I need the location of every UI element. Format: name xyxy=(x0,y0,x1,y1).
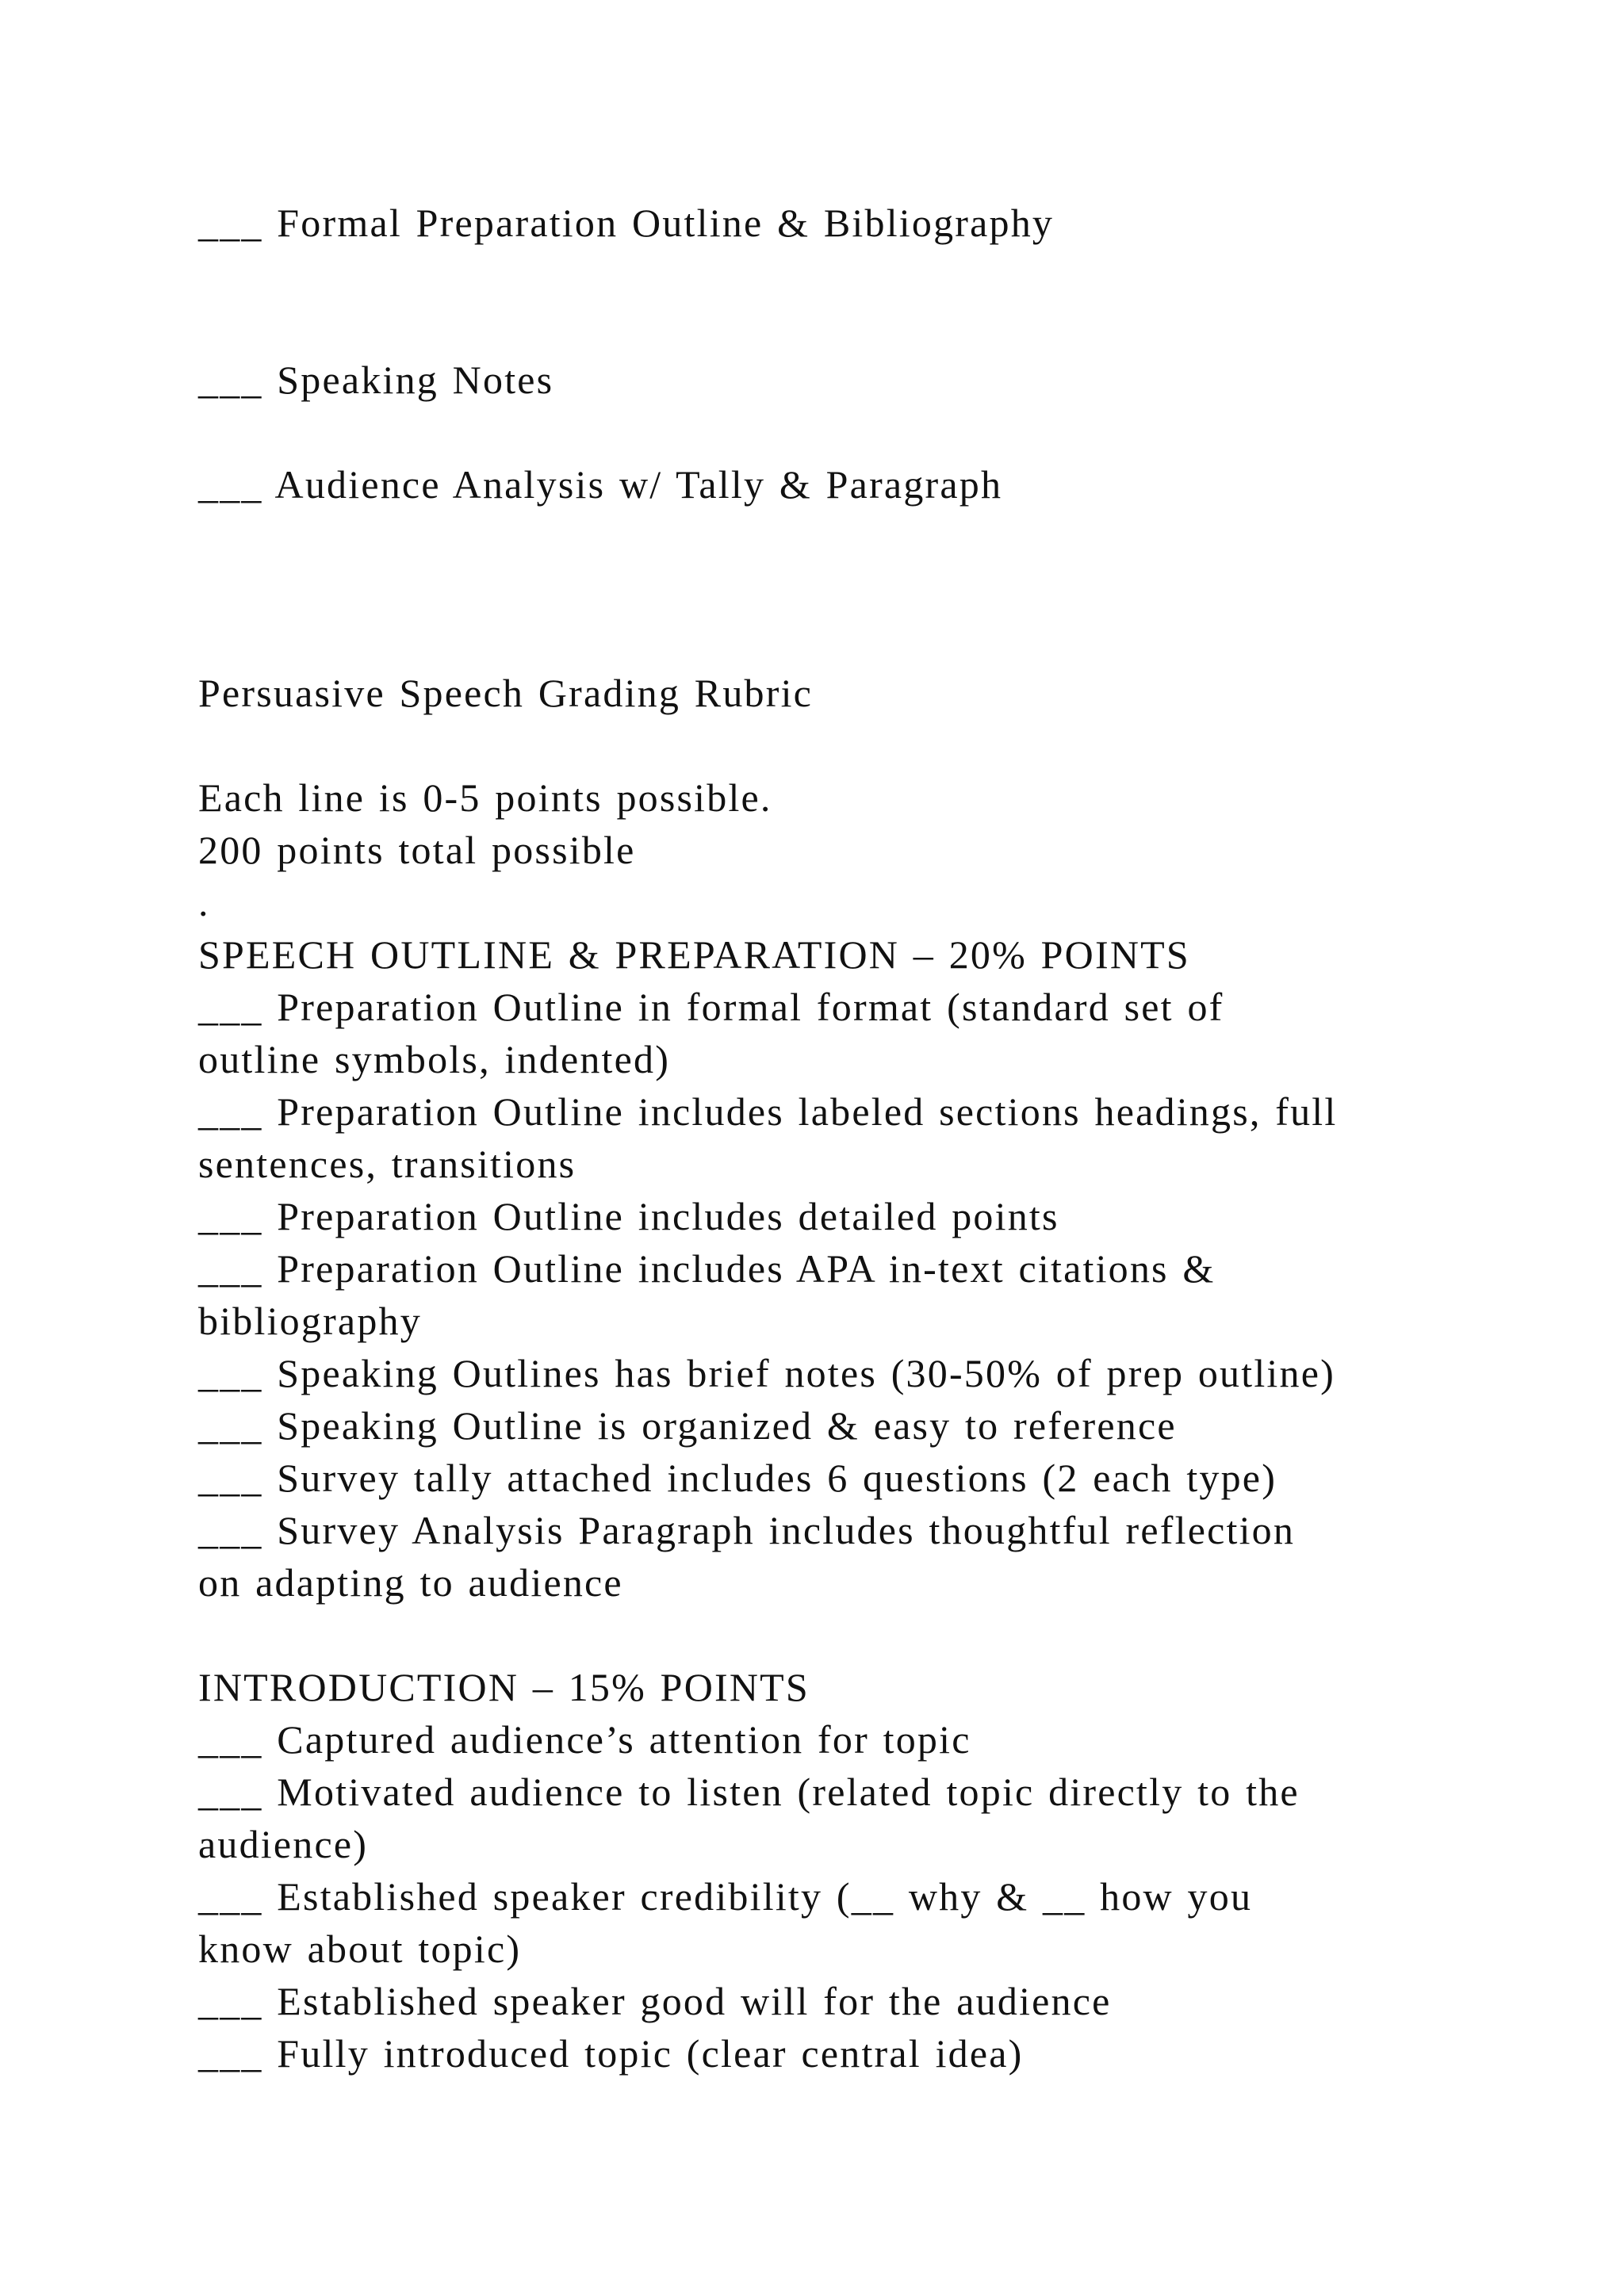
outline-line: ___ Preparation Outline in formal format (standard set of xyxy=(198,985,1224,1029)
outline-line: ___ Survey Analysis Paragraph includes thoughtful reflection xyxy=(198,1508,1296,1552)
stray-dot: . xyxy=(198,880,210,924)
intro-line: ___ Captured audience’s attention for topic xyxy=(198,1717,971,1762)
outline-line: ___ Preparation Outline includes detailed points xyxy=(198,1194,1059,1238)
intro-line: know about topic) xyxy=(198,1927,522,1971)
outline-line: ___ Survey tally attached includes 6 questions (2 each type) xyxy=(198,1456,1277,1500)
intro-line: ___ Established speaker good will for the audience xyxy=(198,1979,1112,2023)
outline-line: ___ Speaking Outline is organized & easy to reference xyxy=(198,1403,1177,1448)
outline-line: ___ Preparation Outline includes labeled sections headings, full xyxy=(198,1089,1338,1134)
outline-section-heading: SPEECH OUTLINE & PREPARATION – 20% POINTS xyxy=(198,932,1190,977)
points-each-line: Each line is 0-5 points possible. xyxy=(198,775,772,820)
outline-line: sentences, transitions xyxy=(198,1142,576,1186)
outline-line: outline symbols, indented) xyxy=(198,1037,671,1081)
outline-line: on adapting to audience xyxy=(198,1560,623,1605)
checklist-item-notes: ___ Speaking Notes xyxy=(198,358,554,402)
rubric-title: Persuasive Speech Grading Rubric xyxy=(198,671,814,715)
outline-line: ___ Preparation Outline includes APA in-text citations & xyxy=(198,1246,1216,1291)
intro-line: ___ Established speaker credibility (__ why & __ how you xyxy=(198,1874,1253,1919)
checklist-item-outline: ___ Formal Preparation Outline & Bibliography xyxy=(198,201,1055,245)
outline-line: ___ Speaking Outlines has brief notes (30-50% of prep outline) xyxy=(198,1351,1335,1395)
intro-line: audience) xyxy=(198,1822,369,1866)
intro-line: ___ Motivated audience to listen (related topic directly to the xyxy=(198,1770,1300,1814)
outline-line: bibliography xyxy=(198,1299,422,1343)
points-total: 200 points total possible xyxy=(198,828,636,872)
checklist-item-audience: ___ Audience Analysis w/ Tally & Paragraph xyxy=(198,462,1003,507)
intro-section-heading: INTRODUCTION – 15% POINTS xyxy=(198,1665,810,1709)
intro-line: ___ Fully introduced topic (clear central idea) xyxy=(198,2031,1024,2076)
